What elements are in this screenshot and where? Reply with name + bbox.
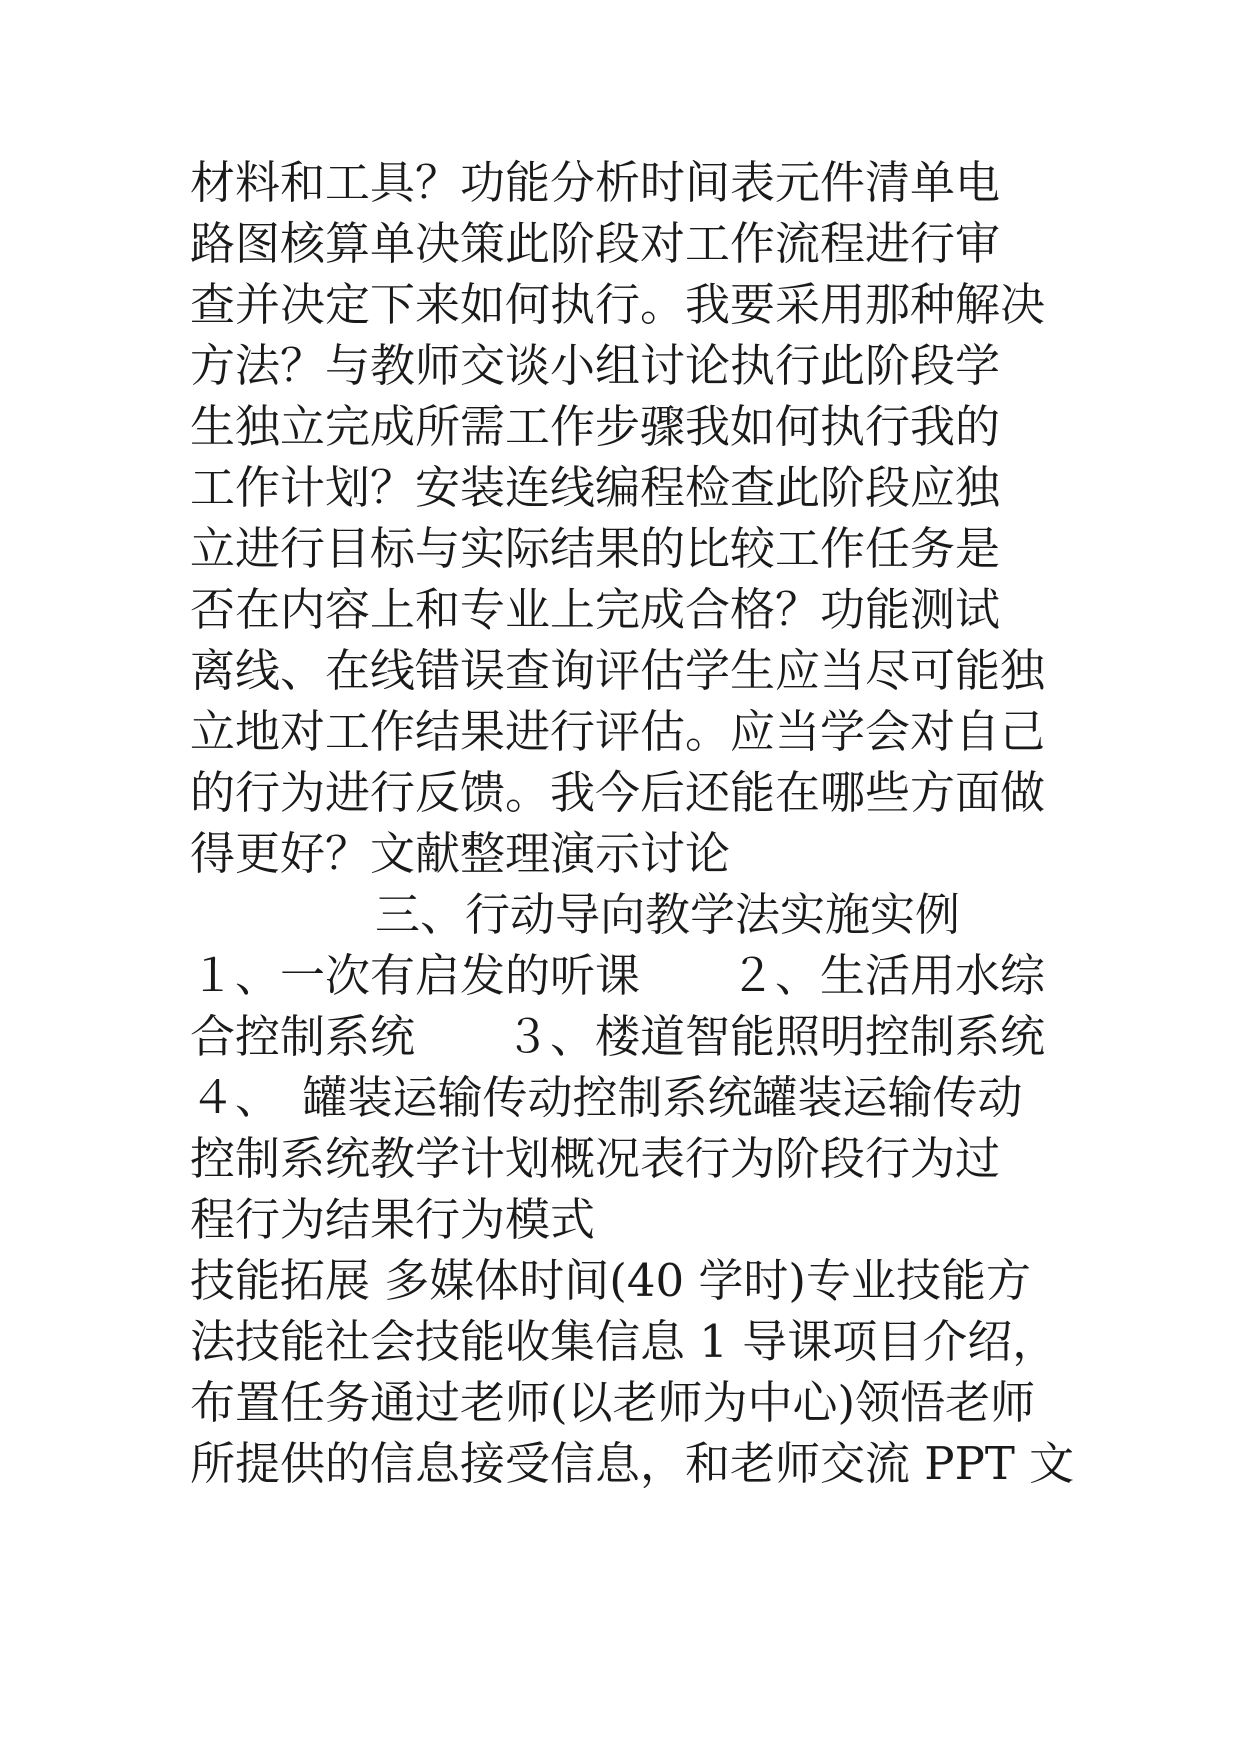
text-line: 查并决定下来如何执行。我要采用那种解决	[190, 278, 1046, 331]
text-line: 法技能社会技能收集信息 1 导课项目介绍，	[190, 1315, 1058, 1368]
text-line: 离线、在线错误查询评估学生应当尽可能独	[190, 644, 1046, 697]
text-line: 所提供的信息接受信息，和老师交流 PPT 文	[190, 1437, 1075, 1490]
text-line: 立进行目标与实际结果的比较工作任务是	[190, 522, 1001, 575]
text-line: 控制系统教学计划概况表行为阶段行为过	[190, 1132, 1001, 1185]
text-line: 合控制系统 ３、楼道智能照明控制系统	[190, 1010, 1046, 1063]
text-line: 程行为结果行为模式	[190, 1193, 596, 1246]
text-line: 材料和工具？功能分析时间表元件清单电	[190, 156, 1001, 209]
text-line: 立地对工作结果进行评估。应当学会对自己	[190, 705, 1046, 758]
text-line: 否在内容上和专业上完成合格？功能测试	[190, 583, 1001, 636]
text-line: 得更好？文献整理演示讨论	[190, 827, 731, 880]
text-line: 的行为进行反馈。我今后还能在哪些方面做	[190, 766, 1046, 819]
text-line: １、一次有启发的听课 ２、生活用水综	[190, 949, 1046, 1002]
section-heading: 三、行动导向教学法实施实例	[375, 888, 961, 941]
text-line: 技能拓展 多媒体时间(40 学时)专业技能方	[190, 1254, 1031, 1307]
text-line: 生独立完成所需工作步骤我如何执行我的	[190, 400, 1001, 453]
text-line: 工作计划？安装连线编程检查此阶段应独	[190, 461, 1001, 514]
text-line: 路图核算单决策此阶段对工作流程进行审	[190, 217, 1001, 270]
text-line: ４、 罐装运输传动控制系统罐装运输传动	[190, 1071, 1023, 1124]
text-line: 方法？与教师交谈小组讨论执行此阶段学	[190, 339, 1001, 392]
text-line: 布置任务通过老师(以老师为中心)领悟老师	[190, 1376, 1036, 1429]
